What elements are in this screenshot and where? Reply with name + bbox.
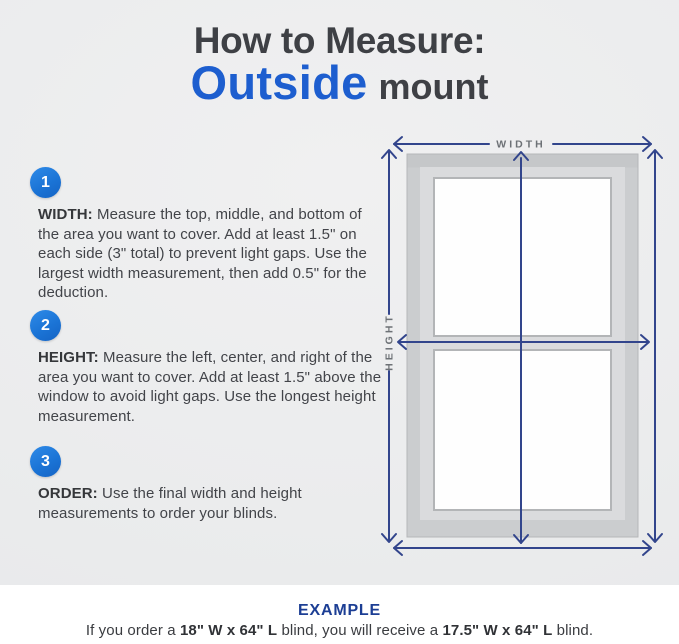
example-order-size: 18" W x 64" L [179,622,278,639]
window-illustration [407,154,638,537]
window-upper-pane [434,178,611,336]
step-3 [30,446,382,523]
title-highlight: Outside [190,56,368,109]
width-dimension-line [394,137,651,151]
window-top-casing [408,155,638,168]
step-3-text [38,484,382,523]
window-diagram [370,125,679,595]
title-suffix: mount [378,66,489,107]
page-title [0,20,679,121]
example-pre: If you order a [85,622,180,639]
example-post: blind. [552,622,594,639]
step-2-body: Measure the left, center, and right of the area you want to cover. Add at least 1.5" above the window to avoid light gaps. Use the longest height measurement. [38,349,382,425]
step-3-badge: 3 [30,446,61,477]
example-heading: EXAMPLE [298,602,381,619]
title-line2 [0,57,679,121]
step-2-text [38,348,388,426]
step-3-label: ORDER: [38,485,98,502]
height-label: HEIGHT [383,313,396,371]
example-text [0,622,679,639]
step-2-badge: 2 [30,310,61,341]
step-1-label: WIDTH: [38,206,93,223]
step-1-badge: 1 [30,167,61,198]
window-diagram-svg [370,125,679,595]
height-dimension-line [382,150,396,542]
title-line1: How to Measure: [193,20,486,61]
example-mid: blind, you will receive a [277,622,443,639]
step-3-body: Use the final width and height measurements to order your blinds. [38,485,302,522]
width-label: WIDTH [496,138,546,151]
right-dimension-line [648,150,662,542]
example-section [0,585,679,644]
bottom-dimension-line [394,541,651,555]
step-2-label: HEIGHT: [38,349,99,366]
step-2 [30,310,388,426]
step-1-body: Measure the top, middle, and bottom of the area you want to cover. Add at least 1.5" on each side (3" total) to prevent light gaps. Use the largest width measurement, then add 0.5" for the deduction. [38,206,367,301]
step-1-text [38,205,382,303]
example-received-size: 17.5" W x 64" L [442,622,553,639]
window-lower-pane [434,350,611,510]
step-1 [30,167,382,303]
